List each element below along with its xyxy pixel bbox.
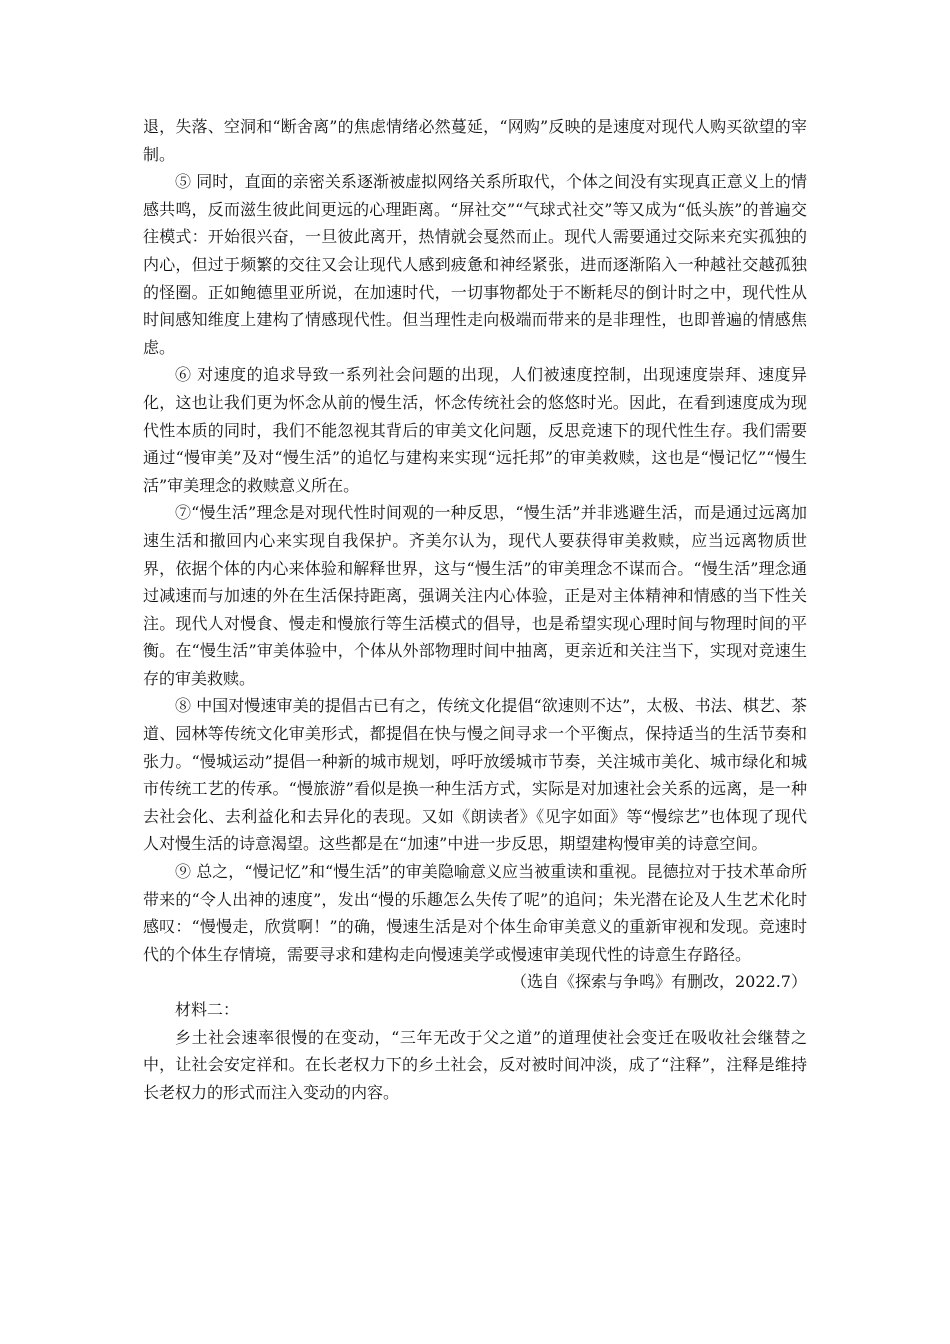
source-citation: （选自《探索与争鸣》有删改，2022.7） — [511, 972, 807, 992]
paragraph-8: ⑧ 中国对慢速审美的提倡古已有之，传统文化提倡“欲速则不达”，太极、书法、棋艺、茶道、园林等传统文化审美形式，都提倡在快与慢之间寻求一个平衡点，保持适当的生活节奏和张力。“慢城运动”提倡一种新的城市规划，呼吁放缓城市节奏，关注城市美化、城市绿化和城市传统工艺的传承。“慢旅游”看似是换一种生活方式，实际是对加速社会关系的远离，是一种去社会化、去利益化和去异化的表现。又如《朗读者》《见字如面》等“慢综艺”也体现了现代人对慢生活的诗意渴望。这些都是在“加速”中进一步反思，期望建构慢审美的诗意空间。 — [143, 696, 807, 854]
document-page — [143, 113, 807, 1106]
paragraph-6: ⑥ 对速度的追求导致一系列社会问题的出现，人们被速度控制，出现速度崇拜、速度异化，这也让我们更为怀念从前的慢生活，怀念传统社会的悠悠时光。因此，在看到速度成为现代性本质的同时，我们不能忽视其背后的审美文化问题，反思竞速下的现代性生存。我们需要通过“慢审美”及对“慢生活”的追忆与建构来实现“远托邦”的审美救赎，这也是“慢记忆”“慢生活”审美理念的救赎意义所在。 — [143, 365, 807, 495]
material-2-paragraph: 乡土社会速率很慢的在变动，“三年无改于父之道”的道理使社会变迁在吸收社会继替之中，让社会安定祥和。在长老权力下的乡土社会，反对被时间冲淡，成了“注释”，注释是维持长老权力的形式而注入变动的内容。 — [143, 1027, 807, 1102]
paragraph-4-continued: 退，失落、空洞和“断舍离”的焦虑情绪必然蔓延，“网购”反映的是速度对现代人购买欲望的宰制。 — [143, 117, 807, 164]
material-2-label: 材料二： — [175, 1000, 240, 1019]
paragraph-7: ⑦“慢生活”理念是对现代性时间观的一种反思，“慢生活”并非逃避生活，而是通过远离加速生活和撤回内心来实现自我保护。齐美尔认为，现代人要获得审美救赎，应当远离物质世界，依据个体的内心来体验和解释世界，这与“慢生活”的审美理念不谋而合。“慢生活”理念通过减速而与加速的外在生活保持距离，强调关注内心体验，正是对主体精神和情感的当下性关注。现代人对慢食、慢走和慢旅行等生活模式的倡导，也是希望实现心理时间与物理时间的平衡。在“慢生活”审美体验中，个体从外部物理时间中抽离，更亲近和关注当下，实现对竞速生存的审美救赎。 — [143, 503, 807, 688]
paragraph-5: ⑤ 同时，直面的亲密关系逐渐被虚拟网络关系所取代，个体之间没有实现真正意义上的情感共鸣，反而滋生彼此间更远的心理距离。“屏社交”“气球式社交”等又成为“低头族”的普遍交往模式：开始很兴奋，一旦彼此离开，热情就会戛然而止。现代人需要通过交际来充实孤独的内心，但过于频繁的交往又会让现代人感到疲惫和神经紧张，进而逐渐陷入一种越社交越孤独的怪圈。正如鲍德里亚所说，在加速时代，一切事物都处于不断耗尽的倒计时之中，现代性从时间感知维度上建构了情感现代性。但当理性走向极端而带来的是非理性，也即普遍的情感焦虑。 — [143, 172, 807, 357]
paragraph-9: ⑨ 总之，“慢记忆”和“慢生活”的审美隐喻意义应当被重读和重视。昆德拉对于技术革命所带来的“令人出神的速度”，发出“慢的乐趣怎么失传了呢”的追问；朱光潜在论及人生艺术化时感叹：“慢慢走，欣赏啊！”的确，慢速生活是对个体生命审美意义的重新审视和发现。竞速时代的个体生存情境，需要寻求和建构走向慢速美学或慢速审美现代性的诗意生存路径。 — [143, 862, 807, 964]
